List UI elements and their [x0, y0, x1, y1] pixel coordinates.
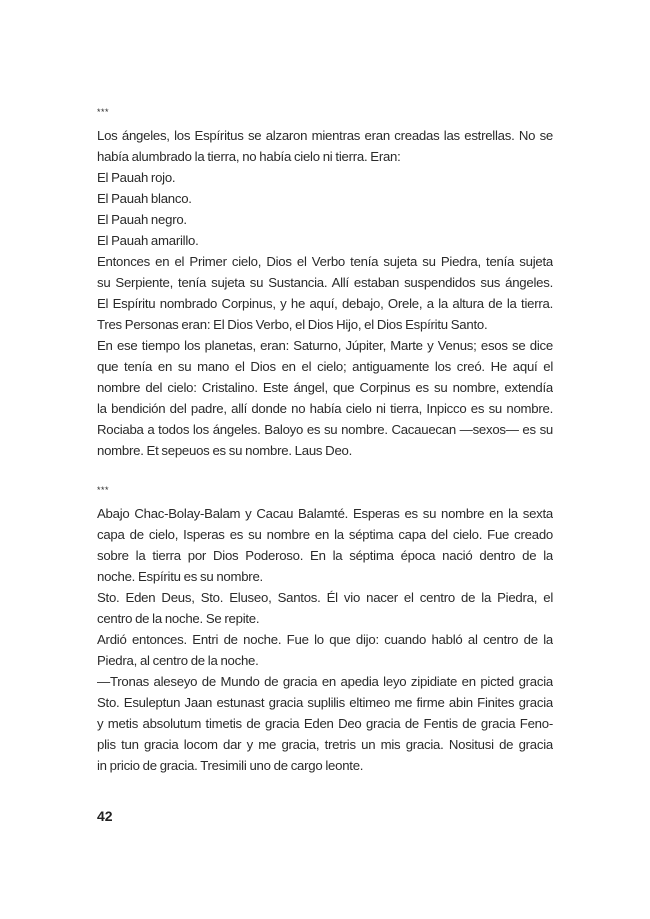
- text-line: Piedra, al centro de la noche.: [97, 653, 259, 668]
- text-line: Los ángeles, los Espíritus se alzaron mientras eran creadas las estrellas. No se: [97, 128, 553, 143]
- section-gap: [97, 461, 553, 482]
- text-line: había alumbrado la tierra, no había cielo ni tierra. Eran:: [97, 149, 401, 164]
- section-separator: ***: [97, 485, 110, 495]
- text-line: su Serpiente, tenía sujeta su Sustancia. Allí estaban suspendidos sus ángeles.: [97, 275, 553, 290]
- text-line: —Tronas aleseyo de Mundo de gracia en apedia leyo zipidiate en picted gracia: [97, 674, 553, 689]
- text-line: plis tun gracia locom dar y me gracia, tretris un mis gracia. Nositusi de gracia: [97, 737, 553, 752]
- text-line: y metis absolutum timetis de gracia Eden Deo gracia de Fentis de gracia Feno-: [97, 716, 553, 731]
- text-line: in pricio de gracia. Tresimili uno de cargo leonte.: [97, 758, 364, 773]
- text-line: El Pauah rojo.: [97, 170, 176, 185]
- text-line: sobre la tierra por Dios Poderoso. En la séptima época nació dentro de la: [97, 548, 553, 563]
- text-line: Tres Personas eran: El Dios Verbo, el Dios Hijo, el Dios Espíritu Santo.: [97, 317, 488, 332]
- section-separator: ***: [97, 107, 110, 117]
- text-line: capa de cielo, Isperas es su nombre en la séptima capa del cielo. Fue creado: [97, 527, 553, 542]
- text-line: El Pauah blanco.: [97, 191, 192, 206]
- text-line: noche. Espíritu es su nombre.: [97, 569, 263, 584]
- text-line: nombre. Et sepeuos es su nombre. Laus Deo.: [97, 443, 353, 458]
- text-line: El Espíritu nombrado Corpinus, y he aquí, debajo, Orele, a la altura de la tierra.: [97, 296, 553, 311]
- text-line: Ardió entonces. Entri de noche. Fue lo que dijo: cuando habló al centro de la: [97, 632, 553, 647]
- page-number: 42: [97, 808, 113, 824]
- text-line: nombre del cielo: Cristalino. Este ángel, que Corpinus es su nombre, extendía: [97, 380, 553, 395]
- text-section: [97, 104, 553, 461]
- text-section: [97, 482, 553, 776]
- text-line: la bendición del padre, allí donde no había cielo ni tierra, Inpicco es su nombre.: [97, 401, 553, 416]
- text-line: El Pauah amarillo.: [97, 233, 199, 248]
- body-text: [97, 104, 553, 776]
- text-line: que tenía en su mano el Dios en el cielo; antiguamente los creó. He aquí el: [97, 359, 553, 374]
- text-line: Rociaba a todos los ángeles. Baloyo es su nombre. Cacauecan —sexos— es su: [97, 422, 553, 437]
- text-line: Sto. Esuleptun Jaan estunast gracia suplilis eltimeo me firme abin Finites gracia: [97, 695, 553, 710]
- text-line: centro de la noche. Se repite.: [97, 611, 260, 626]
- text-line: Abajo Chac-Bolay-Balam y Cacau Balamté. Esperas es su nombre en la sexta: [97, 506, 553, 521]
- text-line: En ese tiempo los planetas, eran: Saturno, Júpiter, Marte y Venus; esos se dice: [97, 338, 553, 353]
- text-line: Sto. Eden Deus, Sto. Eluseo, Santos. Él vio nacer el centro de la Piedra, el: [97, 590, 553, 605]
- text-line: Entonces en el Primer cielo, Dios el Verbo tenía sujeta su Piedra, tenía sujeta: [97, 254, 553, 269]
- text-line: El Pauah negro.: [97, 212, 187, 227]
